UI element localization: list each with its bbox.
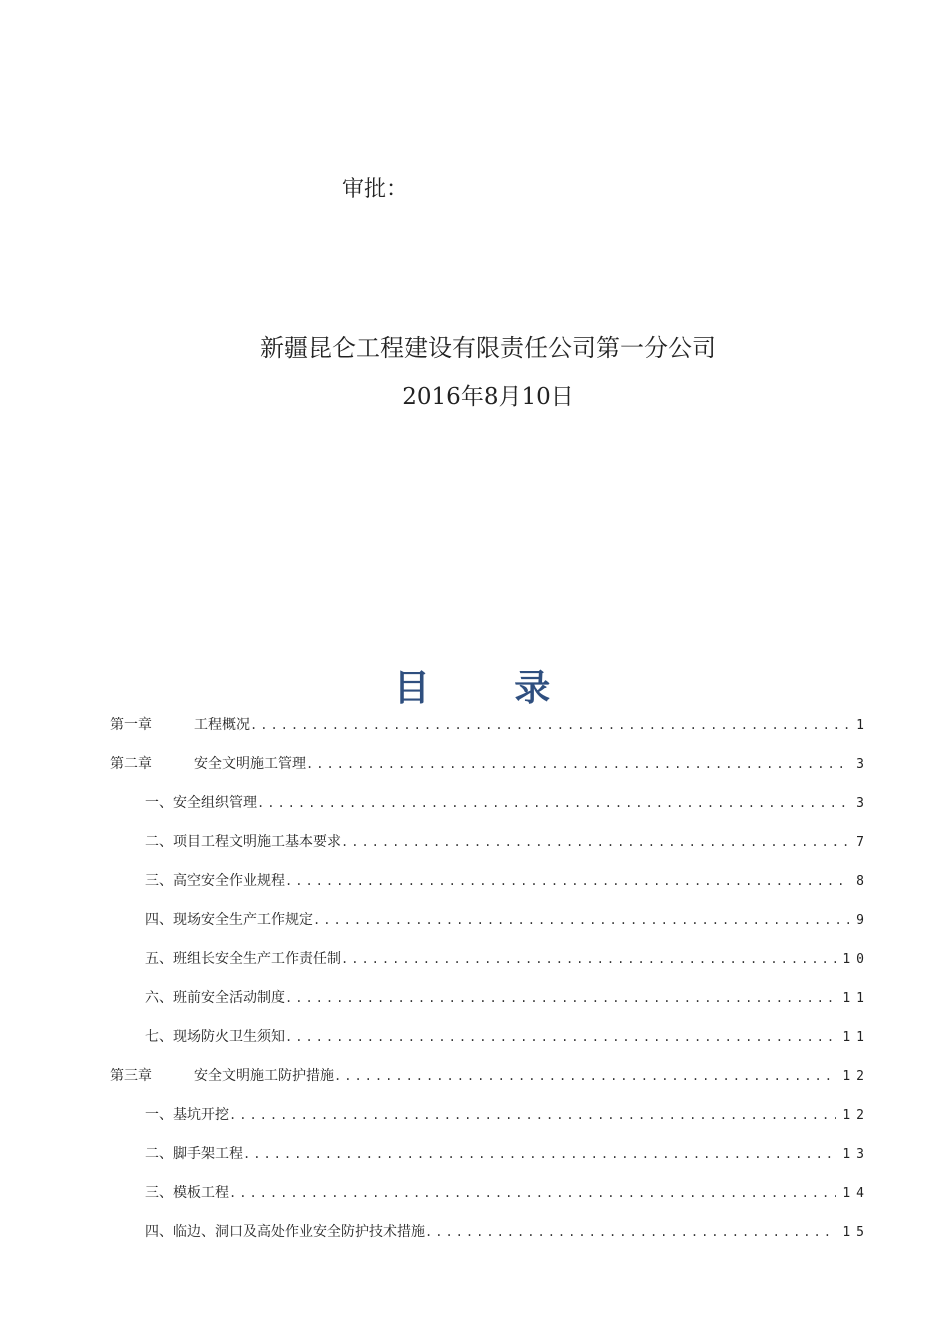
company-name: 新疆昆仑工程建设有限责任公司第一分公司: [260, 334, 716, 362]
toc-entry-text: 六、班前安全活动制度: [145, 990, 285, 1006]
toc-page-number: 3: [856, 757, 870, 772]
toc-page-number: 12: [842, 1069, 870, 1084]
toc-entry-text: 四、现场安全生产工作规定: [145, 912, 313, 928]
toc-chapter-number: 第一章: [110, 717, 152, 733]
toc-entry-text: 四、临边、洞口及高处作业安全防护技术措施: [145, 1224, 425, 1240]
toc-page-number: 3: [856, 796, 870, 811]
toc-entry-text: 安全文明施工管理: [194, 756, 306, 772]
toc-entry-text: 三、高空安全作业规程: [145, 873, 285, 889]
toc-leader-dots: [250, 718, 850, 732]
toc-entry[interactable]: [145, 831, 870, 857]
toc-chapter-number: 第二章: [110, 756, 152, 772]
toc-title: 目 录: [393, 667, 587, 709]
toc-page-number: 11: [842, 991, 870, 1006]
toc-page-number: 7: [856, 835, 870, 850]
toc-page-number: 1: [856, 718, 870, 733]
toc-leader-dots: [334, 1069, 836, 1083]
toc-entry[interactable]: [110, 714, 870, 740]
toc-leader-dots: [243, 1147, 836, 1161]
toc-entry-text: 工程概况: [194, 717, 250, 733]
toc-page-number: 9: [856, 913, 870, 928]
toc-entry[interactable]: [145, 1221, 870, 1247]
toc-leader-dots: [425, 1225, 836, 1239]
toc-page-number: 13: [842, 1147, 870, 1162]
toc-leader-dots: [313, 913, 850, 927]
toc-entry-text: 二、脚手架工程: [145, 1146, 243, 1162]
toc-entry[interactable]: [145, 870, 870, 896]
approval-label: 审批：: [342, 177, 409, 202]
toc-leader-dots: [229, 1186, 836, 1200]
toc-entry-text: 五、班组长安全生产工作责任制: [145, 951, 341, 967]
toc-leader-dots: [285, 874, 850, 888]
toc-entry[interactable]: [145, 1143, 870, 1169]
toc-page-number: 10: [842, 952, 870, 967]
toc-entry[interactable]: [145, 1182, 870, 1208]
toc-entry[interactable]: [145, 948, 870, 974]
toc-entry[interactable]: [145, 909, 870, 935]
toc-page-number: 11: [842, 1030, 870, 1045]
toc-entry[interactable]: [145, 1026, 870, 1052]
toc-leader-dots: [306, 757, 850, 771]
toc-leader-dots: [341, 952, 836, 966]
toc-entry-text: 二、项目工程文明施工基本要求: [145, 834, 341, 850]
toc-entry-text: 一、安全组织管理: [145, 795, 257, 811]
toc-entry[interactable]: [145, 1104, 870, 1130]
toc-entry-text: 一、基坑开挖: [145, 1107, 229, 1123]
toc-leader-dots: [341, 835, 850, 849]
toc-leader-dots: [285, 991, 836, 1005]
toc-entry-text: 三、模板工程: [145, 1185, 229, 1201]
toc-entry[interactable]: [145, 792, 870, 818]
toc-leader-dots: [257, 796, 850, 810]
toc-entry[interactable]: [110, 1065, 870, 1091]
toc-leader-dots: [229, 1108, 836, 1122]
toc-page-number: 12: [842, 1108, 870, 1123]
toc-leader-dots: [285, 1030, 836, 1044]
toc-entry[interactable]: [110, 753, 870, 779]
toc-page-number: 8: [856, 874, 870, 889]
toc-entry-text: 安全文明施工防护措施: [194, 1068, 334, 1084]
toc-page-number: 15: [842, 1225, 870, 1240]
toc-chapter-number: 第三章: [110, 1068, 152, 1084]
document-date: 2016年8月10日: [402, 384, 574, 410]
toc-entry[interactable]: [145, 987, 870, 1013]
toc-entry-text: 七、现场防火卫生须知: [145, 1029, 285, 1045]
toc-page-number: 14: [842, 1186, 870, 1201]
